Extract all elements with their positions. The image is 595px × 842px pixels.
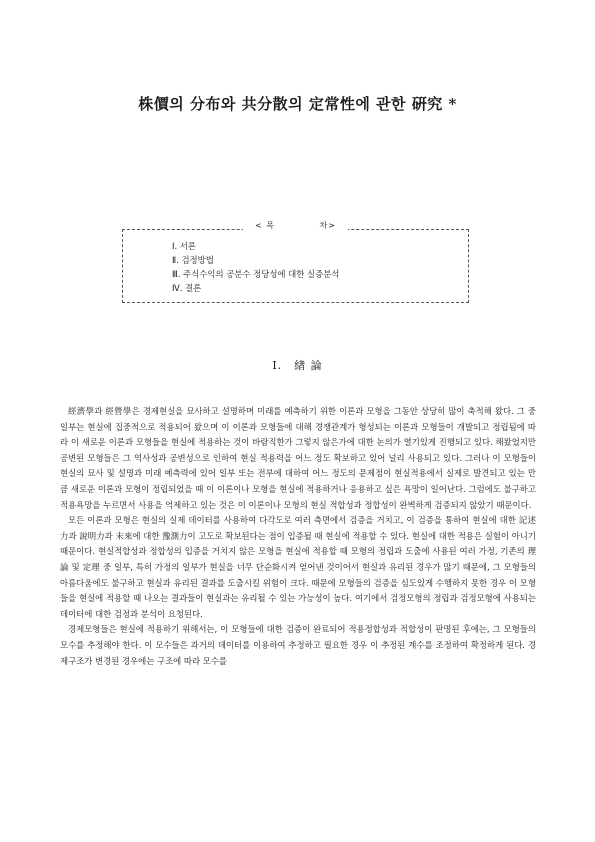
toc-list xyxy=(172,239,339,295)
paragraph: 모든 이론과 모형은 현실의 실제 데이터를 사용하여 다각도로 여러 측면에서 검증을 거치고, 이 검증을 통하여 현실에 대한 記述力과 說明力과 未來에 대한 豫測力이 고도로 확보된다는 점이 입증될 때 현실에 적용할 수 있다. 현실에 대한 적용은 실험이 아니기 때문이다. 현실적합성과 정합성의 입증을 거치지 않은 모형을 현실에 적용할 때 모형의 정립과 도출에 사용된 여러 가정, 기존의 理論 및 定理 중 일부, 특히 가정의 일부가 현실을 너무 단순화시켜 얻어낸 것이어서 현실과 유리된 경우가 많기 때문에, 그 모형들의 아름다움에도 불구하고 현실과 유리된 결과를 도출시킬 위험이 크다. 때문에 모형들의 검증을 심도있게 수행하지 못한 경우 이 모형들을 현실에 적용할 때 나오는 결과들이 현실과는 유리될 수 있는 가능성이 높다. 여기에서 검정모형의 정립과 검정모형에 사용되는 데이터에 대한 검정과 분석이 요청된다. xyxy=(60,515,536,619)
section-title: 緖 論 xyxy=(294,359,323,372)
toc-heading xyxy=(122,220,469,231)
toc-item: Ⅲ. 주식수익의 공분수 정당성에 대한 실증분석 xyxy=(172,269,340,279)
toc-heading-left: < 목 xyxy=(249,221,281,230)
paper-title: 株價의 分布와 共分散의 定常性에 관한 硏究 * xyxy=(138,95,457,113)
toc-heading-right: 차> xyxy=(314,221,342,230)
toc-item: Ⅱ. 검정방법 xyxy=(172,255,214,265)
paragraph: 경제모형들은 현실에 적용하기 위해서는, 이 모형들에 대한 검증이 완료되어 적용정합성과 적합성이 판명된 후에는, 그 모형들의 모수를 추정해야 한다. 이 모수들은 과거의 데이터를 이용하여 추정하고 필요한 경우 이 추정된 계수를 조정하여 확정하게 된다. 경제구조가 변경된 경우에는 구조에 따라 모수를 xyxy=(60,624,536,666)
section-number: Ⅰ. xyxy=(272,359,283,372)
paragraph: 經濟學과 經營學은 경제현실을 묘사하고 설명하며 미래를 예측하기 위한 이론과 모형을 그동안 상당히 많이 축적해 왔다. 그 중 일부는 현실에 집중적으로 적용되어 왔으며 이 이론과 모형들에 대해 경쟁관계가 형성되는 이론과 모형들이 개발되고 정립됨에 따라 이 새로운 이론과 모형들을 현실에 적용하는 것이 바람직한가 그렇지 않은가에 대한 논의가 열기있게 진행되고 있다. 해왔었지만 공변된 모형들은 그 역사성과 공변성으로 인하여 현실 적용력을 어느 정도 확보하고 있어 널리 사용되고 있다. 그러나 이 모형들이 현실의 묘사 및 설명과 미래 예측력에 있어 일부 또는 전부에 대하여 어느 정도의 문제점이 현실적용에서 실제로 발견되고 있는 만큼 새로운 이론과 모형이 정립되었을 때 이 이론이나 모형을 현실에 적용하거나 응용하고 싶은 욕망이 일어난다. 그럼에도 불구하고 적용욕망을 누르면서 사용을 억제하고 있는 것은 이 이론이나 모형의 현실 적합성과 정합성이 완벽하게 검증되지 않았기 때문이다. xyxy=(60,406,536,510)
section-heading xyxy=(0,357,595,373)
toc-item: Ⅰ. 서론 xyxy=(172,241,196,251)
body-text xyxy=(60,404,536,669)
toc-item: Ⅳ. 결론 xyxy=(172,283,202,293)
